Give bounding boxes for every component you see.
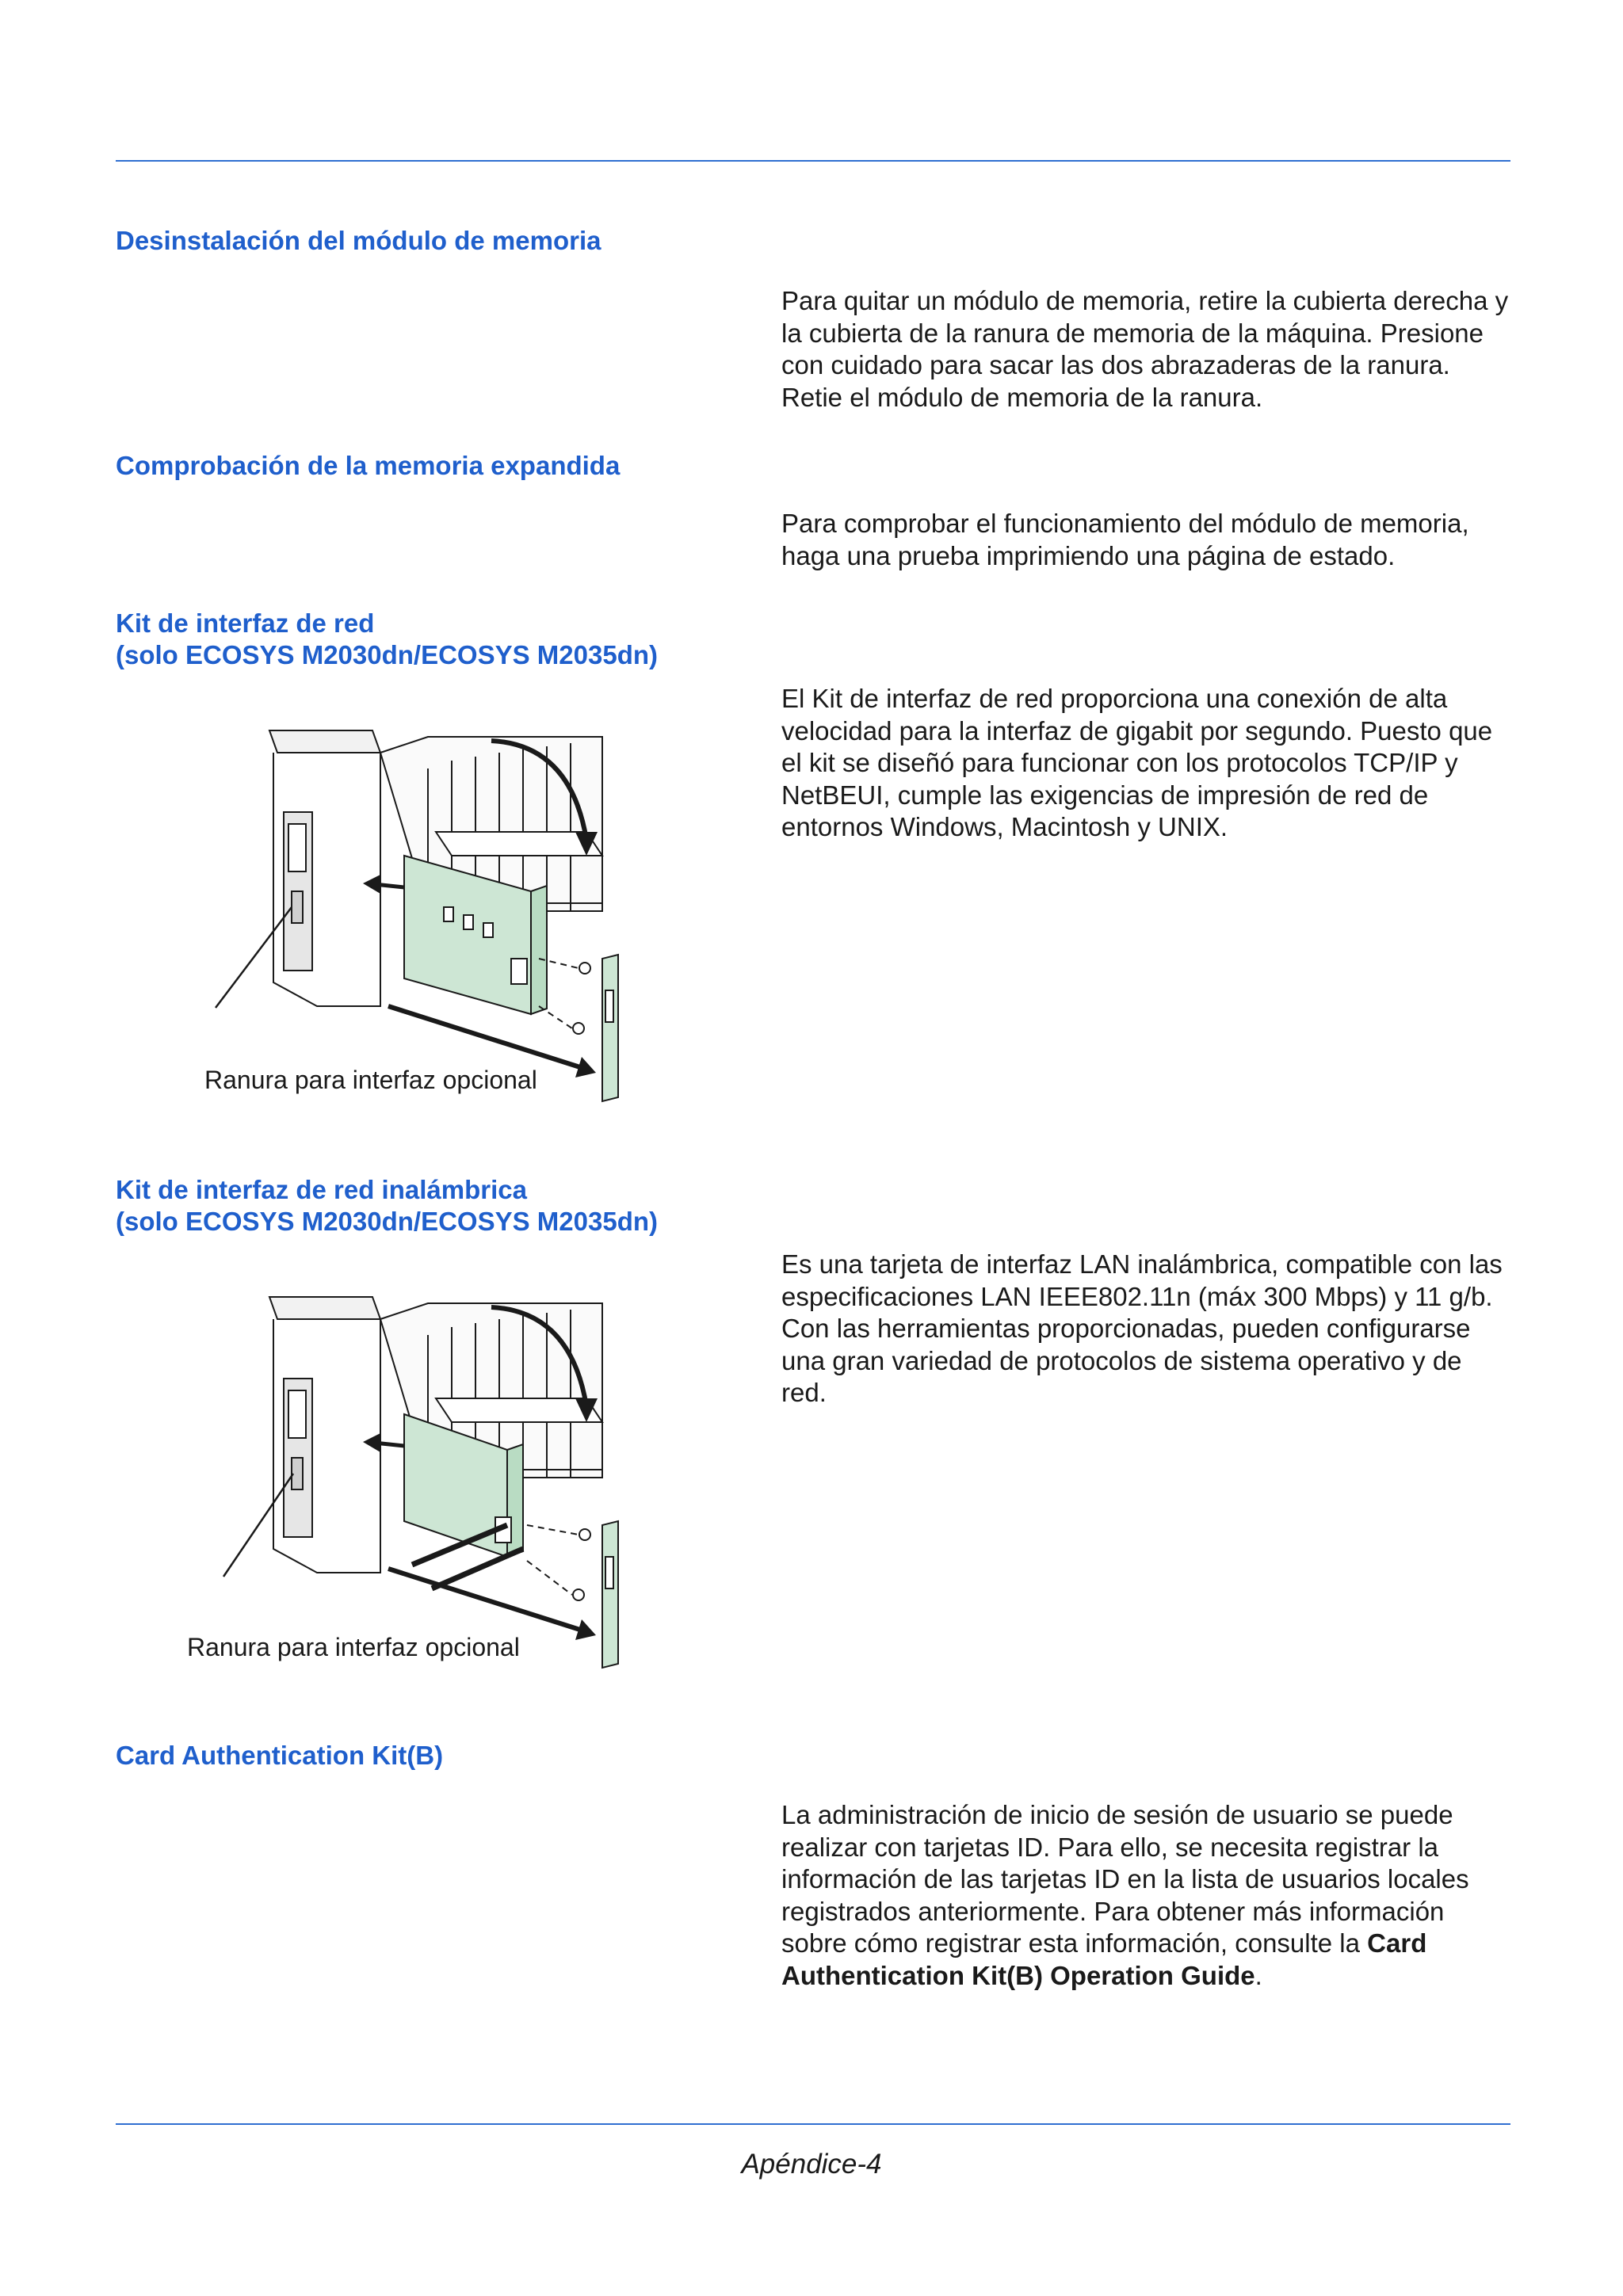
card-auth-text [781, 1799, 1510, 1992]
footer-rule [116, 2123, 1510, 2125]
wireless-kit-figure-caption: Ranura para interfaz opcional [187, 1633, 520, 1661]
card-auth-guide-title: Card Authentication Kit(B) Operation Guide [781, 1928, 1427, 1990]
wireless-kit-heading-line2: (solo ECOSYS M2030dn/ECOSYS M2035dn) [116, 1207, 659, 1236]
card-auth-text-main: La administración de inicio de sesión de usuario se puede realizar con tarjetas ID. Para ello, se necesita registrar la información de las tarjetas ID en la lista de usuarios locales registrados anteriormente. Para obtener más información sobre cómo registrar esta información, consulte la [781, 1800, 1469, 1958]
network-kit-text: El Kit de interfaz de red proporciona una conexión de alta velocidad para la interfaz de gigabit por segundo. Puesto que el kit se diseñó para funcionar con los protocolos TCP/IP y NetBEUI, cumple las exigencias de impresión de red de entornos Windows, Macintosh y UNIX. [781, 684, 1493, 841]
section-heading-memory-check: Comprobación de la memoria expandida [116, 451, 621, 480]
wireless-kit-illustration [174, 1287, 650, 1684]
page-number: Apéndice-4 [741, 2149, 882, 2180]
memory-check-text: Para comprobar el funcionamiento del módulo de memoria, haga una prueba imprimiendo una página de estado. [781, 509, 1469, 570]
network-kit-heading-line2: (solo ECOSYS M2030dn/ECOSYS M2035dn) [116, 640, 659, 669]
section-heading-card-auth: Card Authentication Kit(B) [116, 1741, 444, 1770]
wireless-kit-heading-line1: Kit de interfaz de red inalámbrica [116, 1175, 527, 1204]
network-kit-illustration [190, 721, 650, 1117]
memory-removal-text: Para quitar un módulo de memoria, retire la cubierta derecha y la cubierta de la ranura de memoria de la máquina. Presione con cuidado para sacar las dos abrazaderas de la ranura. Retie el módulo de memoria de la ranura. [781, 286, 1509, 412]
wireless-kit-text: Es una tarjeta de interfaz LAN inalámbrica, compatible con las especificaciones LAN IEEE802.11n (máx 300 Mbps) y 11 g/b. Con las herramientas proporcionadas, pueden configurarse una gran variedad de protocolos de sistema operativo y de red. [781, 1249, 1503, 1407]
network-kit-figure-caption: Ranura para interfaz opcional [204, 1066, 537, 1094]
section-heading-wireless-kit [116, 1174, 658, 1238]
card-auth-text-end: . [1254, 1960, 1262, 1990]
network-kit-heading-line1: Kit de interfaz de red [116, 608, 375, 638]
header-rule [116, 160, 1510, 162]
section-heading-memory-removal: Desinstalación del módulo de memoria [116, 226, 601, 255]
section-heading-network-kit [116, 608, 658, 671]
